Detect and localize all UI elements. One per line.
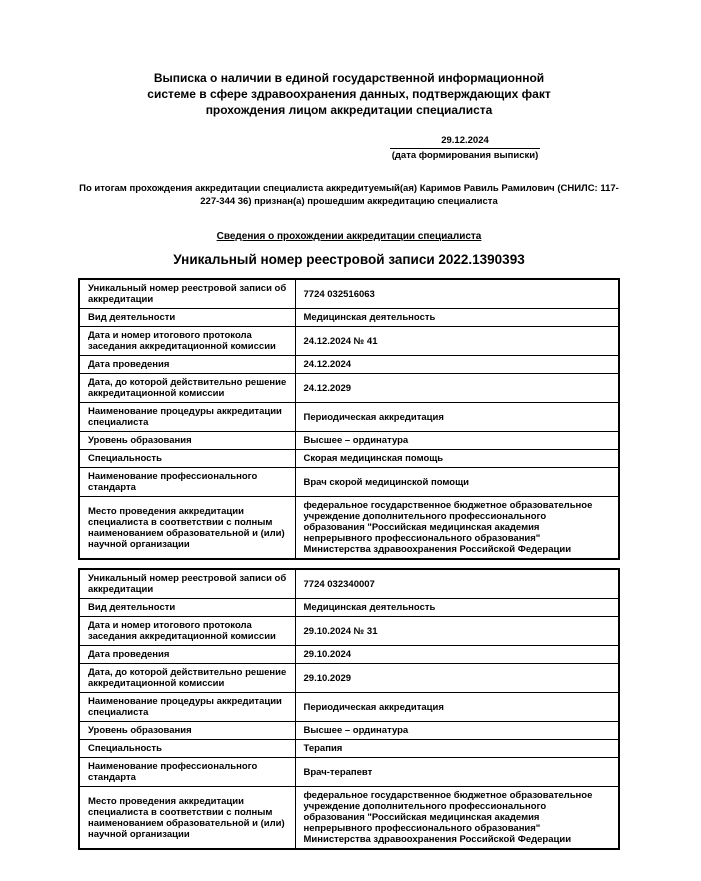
- row-label: Уникальный номер реестровой записи об аккредитации: [79, 279, 295, 309]
- table-row: [79, 740, 619, 758]
- table-row: [79, 599, 619, 617]
- table-row: [79, 497, 619, 560]
- row-value: 24.12.2024 № 41: [295, 327, 619, 356]
- row-value: 29.10.2024 № 31: [295, 617, 619, 646]
- row-label: Наименование процедуры аккредитации специалиста: [79, 403, 295, 432]
- row-label: Наименование профессионального стандарта: [79, 758, 295, 787]
- row-label: Специальность: [79, 740, 295, 758]
- table-row: [79, 758, 619, 787]
- row-value: Врач скорой медицинской помощи: [295, 468, 619, 497]
- table-row: [79, 787, 619, 850]
- table-row: [79, 403, 619, 432]
- row-label: Уровень образования: [79, 722, 295, 740]
- accreditation-summary: По итогам прохождения аккредитации специалиста аккредитуемый(ая) Каримов Равиль Рамилович (СНИЛС: 117-227-344 36) признан(а) прошедшим аккредитацию специалиста: [79, 183, 619, 207]
- table-row: [79, 374, 619, 403]
- table-row: [79, 569, 619, 599]
- row-value: Медицинская деятельность: [295, 309, 619, 327]
- row-value: Медицинская деятельность: [295, 599, 619, 617]
- row-value: Периодическая аккредитация: [295, 693, 619, 722]
- row-label: Дата и номер итогового протокола заседания аккредитационной комиссии: [79, 617, 295, 646]
- row-value: 7724 032516063: [295, 279, 619, 309]
- row-label: Уровень образования: [79, 432, 295, 450]
- row-value: федеральное государственное бюджетное образовательное учреждение дополнительного профессионального образования "Российская медицинская академия непрерывного профессионального образования" Министерства здравоохранения Российской Федерации: [295, 497, 619, 560]
- table-row: [79, 356, 619, 374]
- row-value: 29.10.2029: [295, 664, 619, 693]
- row-value: федеральное государственное бюджетное образовательное учреждение дополнительного профессионального образования "Российская медицинская академия непрерывного профессионального образования" Министерства здравоохранения Российской Федерации: [295, 787, 619, 850]
- extract-date: 29.12.2024: [390, 135, 540, 149]
- table-row: [79, 327, 619, 356]
- accreditation-table: [78, 568, 620, 850]
- row-label: Дата, до которой действительно решение аккредитационной комиссии: [79, 664, 295, 693]
- table-row: [79, 450, 619, 468]
- section-heading: Сведения о прохождении аккредитации специалиста: [216, 231, 482, 242]
- row-value: 7724 032340007: [295, 569, 619, 599]
- table-row: [79, 693, 619, 722]
- row-value: 24.12.2024: [295, 356, 619, 374]
- accreditation-tables: [78, 278, 620, 850]
- extract-date-caption: (дата формирования выписки): [391, 150, 539, 161]
- row-value: 24.12.2029: [295, 374, 619, 403]
- table-row: [79, 279, 619, 309]
- table-row: [79, 722, 619, 740]
- row-value: Скорая медицинская помощь: [295, 450, 619, 468]
- row-label: Наименование профессионального стандарта: [79, 468, 295, 497]
- row-label: Наименование процедуры аккредитации специалиста: [79, 693, 295, 722]
- row-value: Высшее – ординатура: [295, 432, 619, 450]
- record-number-heading: Уникальный номер реестровой записи 2022.1390393: [173, 252, 525, 267]
- extract-date-block: [390, 135, 540, 162]
- row-label: Дата проведения: [79, 356, 295, 374]
- table-row: [79, 646, 619, 664]
- row-label: Дата, до которой действительно решение аккредитационной комиссии: [79, 374, 295, 403]
- row-label: Место проведения аккредитации специалиста в соответствии с полным наименованием образовательной и (или) научной организации: [79, 787, 295, 850]
- row-label: Дата проведения: [79, 646, 295, 664]
- row-value: Врач-терапевт: [295, 758, 619, 787]
- row-value: Периодическая аккредитация: [295, 403, 619, 432]
- table-row: [79, 309, 619, 327]
- table-row: [79, 617, 619, 646]
- row-label: Уникальный номер реестровой записи об аккредитации: [79, 569, 295, 599]
- row-label: Дата и номер итогового протокола заседания аккредитационной комиссии: [79, 327, 295, 356]
- accreditation-table: [78, 278, 620, 560]
- document-title: Выписка о наличии в единой государственной информационной системе в сфере здравоохранения данных, подтверждающих факт прохождения лицом аккредитации специалиста: [147, 71, 551, 117]
- table-row: [79, 468, 619, 497]
- row-value: Высшее – ординатура: [295, 722, 619, 740]
- row-label: Место проведения аккредитации специалиста в соответствии с полным наименованием образовательной и (или) научной организации: [79, 497, 295, 560]
- table-row: [79, 432, 619, 450]
- row-value: Терапия: [295, 740, 619, 758]
- row-label: Вид деятельности: [79, 309, 295, 327]
- row-value: 29.10.2024: [295, 646, 619, 664]
- row-label: Специальность: [79, 450, 295, 468]
- table-row: [79, 664, 619, 693]
- row-label: Вид деятельности: [79, 599, 295, 617]
